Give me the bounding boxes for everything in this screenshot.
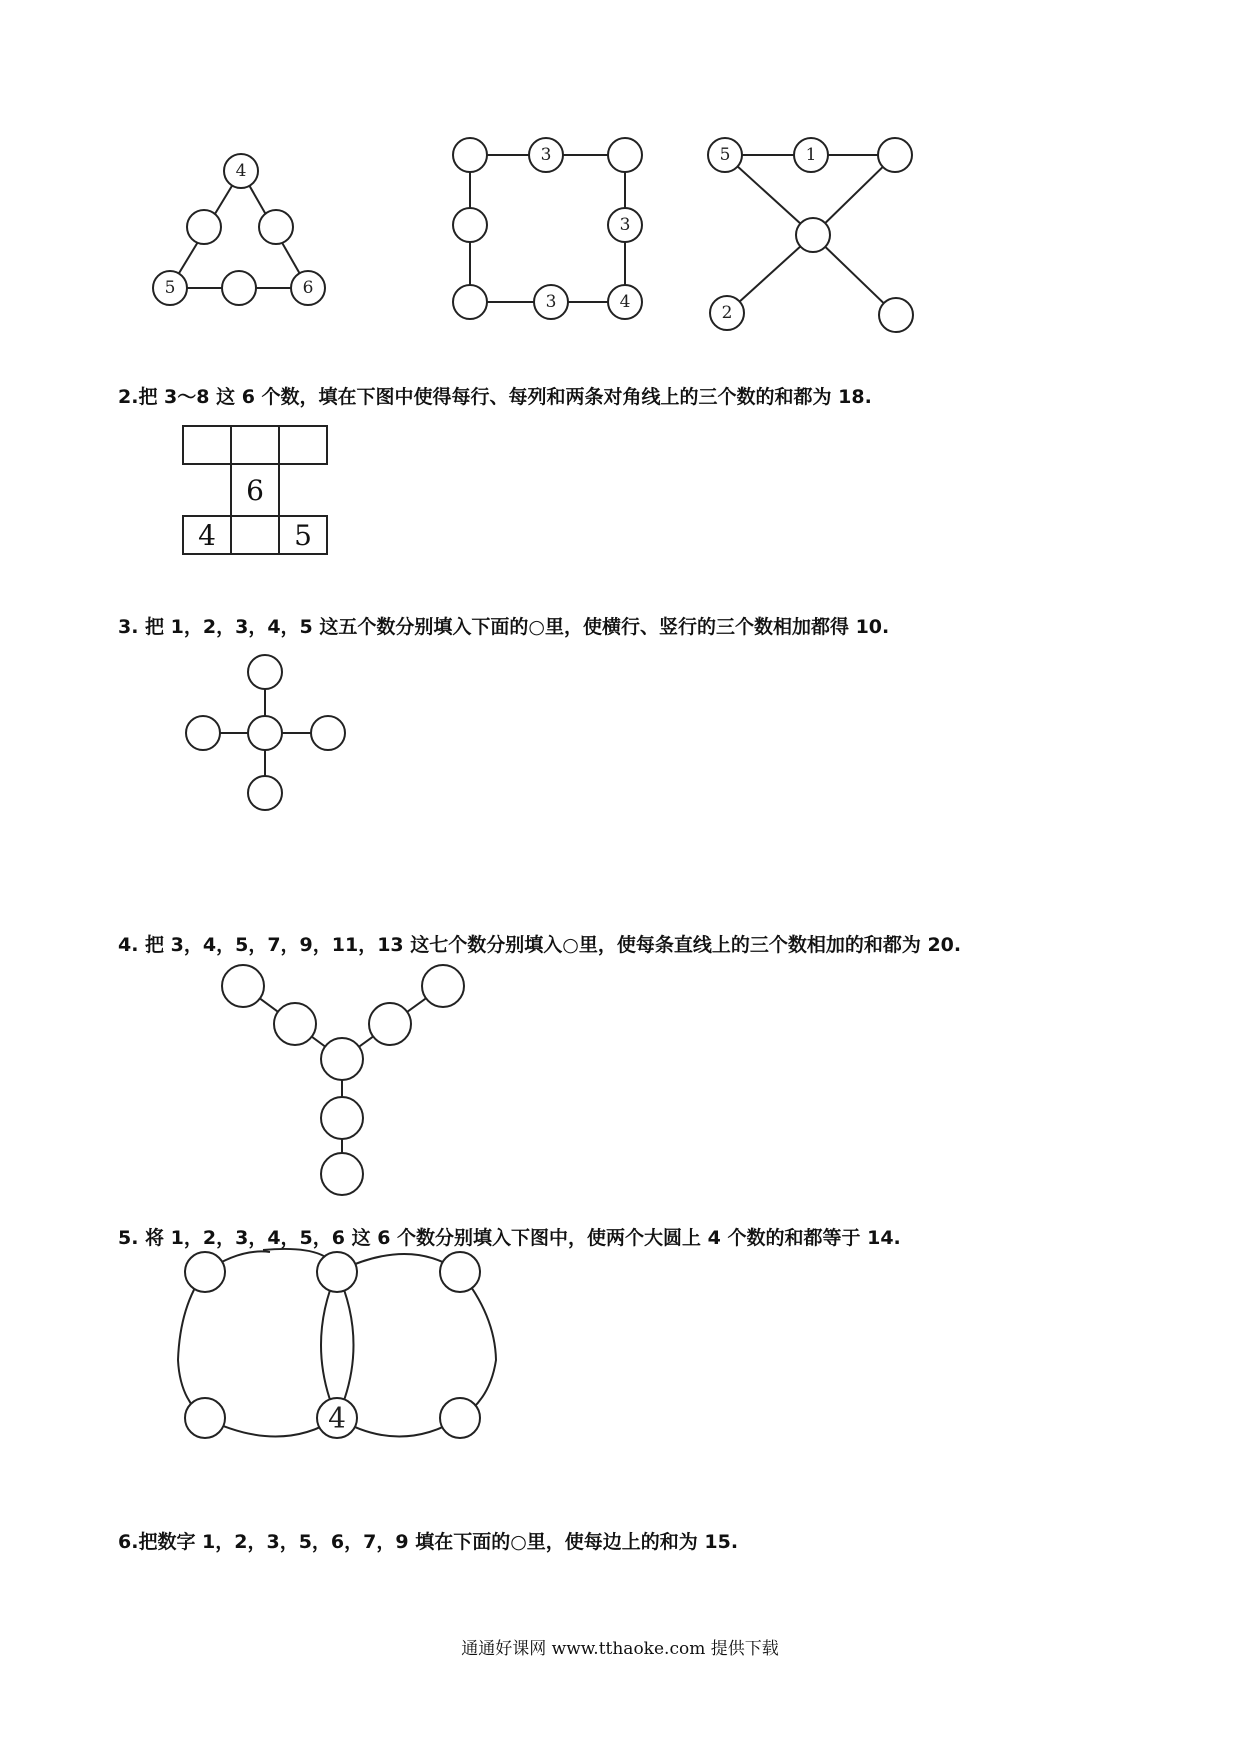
node-circle[interactable] bbox=[311, 716, 345, 750]
page-footer: 通通好课网 www.tthaoke.com 提供下载 bbox=[461, 1639, 779, 1659]
node-circle[interactable] bbox=[248, 716, 282, 750]
triangle-figure bbox=[140, 145, 340, 315]
question-5-text: 5. 将 1，2，3，4，5，6 这 6 个数分别填入下图中，使两个大圆上 4 个数的和都等于 14. bbox=[118, 1227, 901, 1249]
node-value: 1 bbox=[805, 145, 817, 165]
node-value: 3 bbox=[540, 145, 552, 165]
node-value: 4 bbox=[619, 292, 631, 312]
question-6-text: 6.把数字 1，2，3，5，6，7，9 填在下面的○里，使每边上的和为 15. bbox=[118, 1531, 739, 1553]
node-circle[interactable] bbox=[186, 716, 220, 750]
y-figure bbox=[210, 955, 480, 1205]
node-circle[interactable] bbox=[453, 208, 487, 242]
grid-cell[interactable]: 4 bbox=[182, 515, 232, 555]
node-circle[interactable] bbox=[879, 298, 913, 332]
grid-cell[interactable]: 5 bbox=[278, 515, 328, 555]
grid-cell[interactable] bbox=[182, 425, 232, 465]
node-circle[interactable] bbox=[321, 1097, 363, 1139]
question-2-text: 2.把 3～8 这 6 个数，填在下图中使得每行、每列和两条对角线上的三个数的和都为 18. bbox=[118, 386, 872, 408]
node-circle[interactable] bbox=[317, 1252, 357, 1292]
question-4-text: 4. 把 3，4，5，7，9，11，13 这七个数分别填入○里，使每条直线上的三个数相加的和都为 20. bbox=[118, 934, 962, 956]
node-value: 2 bbox=[721, 303, 733, 323]
node-value: 5 bbox=[164, 278, 176, 298]
node-value: 3 bbox=[619, 215, 631, 235]
grid-cell[interactable]: 6 bbox=[230, 463, 280, 517]
node-circle[interactable] bbox=[187, 210, 221, 244]
grid-cell[interactable] bbox=[230, 425, 280, 465]
node-circle[interactable] bbox=[274, 1003, 316, 1045]
node-circle[interactable] bbox=[185, 1398, 225, 1438]
node-circle[interactable] bbox=[422, 965, 464, 1007]
node-circle[interactable] bbox=[248, 776, 282, 810]
node-circle[interactable] bbox=[321, 1153, 363, 1195]
double-ring-figure bbox=[170, 1250, 520, 1460]
grid-cell[interactable] bbox=[278, 425, 328, 465]
node-circle[interactable] bbox=[222, 965, 264, 1007]
node-circle[interactable] bbox=[369, 1003, 411, 1045]
node-circle[interactable] bbox=[248, 655, 282, 689]
node-circle[interactable] bbox=[222, 271, 256, 305]
node-value: 3 bbox=[545, 292, 557, 312]
node-circle[interactable] bbox=[878, 138, 912, 172]
node-value: 4 bbox=[235, 161, 247, 181]
node-circle[interactable] bbox=[440, 1398, 480, 1438]
node-circle[interactable] bbox=[453, 138, 487, 172]
square-figure bbox=[445, 130, 645, 320]
node-value: 4 bbox=[328, 1401, 346, 1435]
node-circle[interactable] bbox=[440, 1252, 480, 1292]
node-circle[interactable] bbox=[608, 138, 642, 172]
grid-cell[interactable] bbox=[230, 515, 280, 555]
cross-figure bbox=[180, 650, 360, 820]
node-circle[interactable] bbox=[185, 1252, 225, 1292]
node-value: 5 bbox=[719, 145, 731, 165]
node-circle[interactable] bbox=[259, 210, 293, 244]
node-circle[interactable] bbox=[453, 285, 487, 319]
node-circle[interactable] bbox=[796, 218, 830, 252]
question-3-text: 3. 把 1，2，3，4，5 这五个数分别填入下面的○里，使横行、竖行的三个数相加都得 10. bbox=[118, 616, 890, 638]
node-value: 6 bbox=[302, 278, 314, 298]
node-circle[interactable] bbox=[321, 1038, 363, 1080]
bowtie-figure bbox=[700, 130, 940, 340]
